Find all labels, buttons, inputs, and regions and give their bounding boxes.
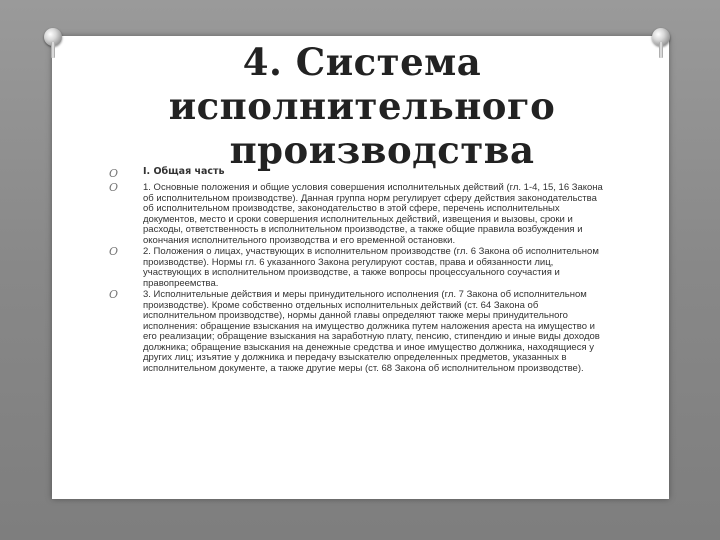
pushpin-icon-left bbox=[44, 28, 62, 58]
bullet-icon: O bbox=[109, 181, 119, 194]
list-item bbox=[109, 181, 603, 246]
slide-title bbox=[152, 40, 572, 172]
list-item bbox=[109, 288, 603, 374]
bullet-icon: O bbox=[109, 167, 119, 180]
list-item-text: 1. Основные положения и общие условия совершения исполнительных действий (гл. 1-4, 15, 16 Закона об исполнительном производстве). Данная группа норм регулирует сферу действия законодательства об исполнительном производстве, законодательство в этой сфере, перечень исполнительных документов, место и сроки совершения исполнительных действий, извещения и вызовы, сроки и расходы, ответственность в исполнительном производстве, а также общие правила возбуждения и окончания исполнительного производства и его временной остановки. bbox=[143, 182, 603, 246]
title-line-2: исполнительного bbox=[168, 84, 556, 128]
list-item bbox=[109, 245, 603, 289]
bullet-icon: O bbox=[109, 245, 119, 258]
bullet-list bbox=[109, 181, 603, 375]
bullet-icon: O bbox=[109, 288, 119, 301]
title-line-3: производства bbox=[229, 128, 535, 172]
subheading: I. Общая часть bbox=[143, 166, 225, 177]
pushpin-icon-right bbox=[652, 28, 670, 58]
title-line-1: 4. Система bbox=[242, 40, 482, 84]
list-item-text: 2. Положения о лицах, участвующих в исполнительном производстве (гл. 6 Закона об исполнительном производстве). Нормы гл. 6 указанного Закона регулируют состав, права и обязанности лиц, участвующих в исполнительном производстве, а также вопросы процессуального соучастия и правопреемства. bbox=[143, 246, 599, 289]
list-item-text: 3. Исполнительные действия и меры принудительного исполнения (гл. 7 Закона об исполнительном производстве). Кроме собственно отдельных исполнительных действий (ст. 64 Закона об исполнительном производстве), нормы данной главы определяют также меры принудительного исполнения: обращение взыскания на имущество должника путем наложения ареста на имущество и его реализации; обращение взыскания на заработную плату, пенсию, стипендию и иные виды доходов должника; обращение взыскания на денежные средства и иное имущество должника, находящиеся у других лиц; изъятие у должника и передачу взыскателю определенных предметов, указанных в исполнительном документе, а также другие меры (ст. 68 Закона об исполнительном производстве). bbox=[143, 289, 600, 374]
